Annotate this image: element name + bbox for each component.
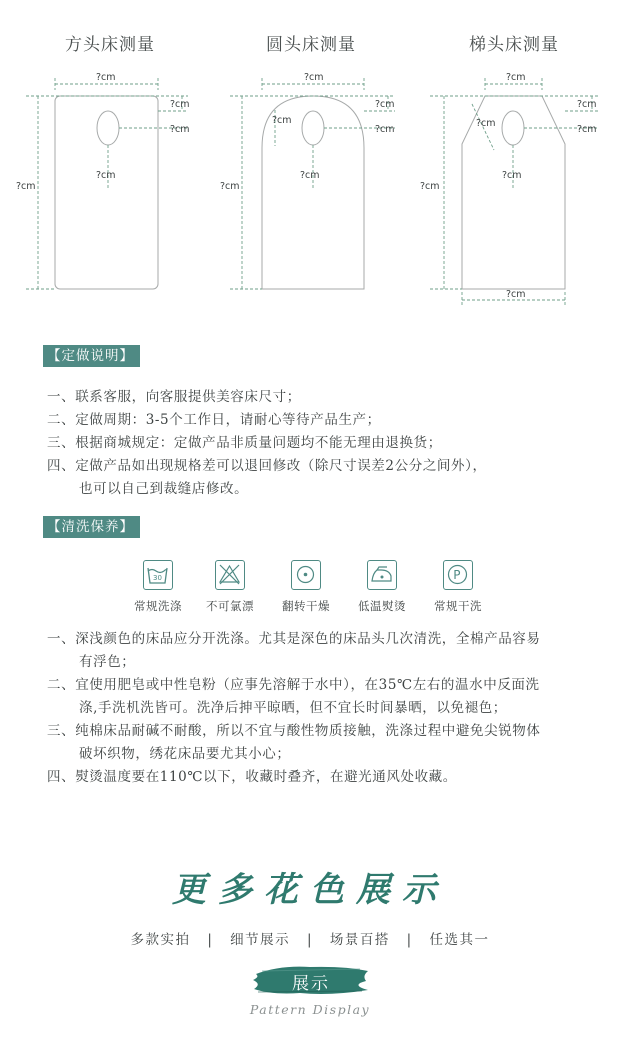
link-separator: | [406, 932, 413, 948]
round-hole-label: ?cm [300, 170, 320, 181]
trapezoid-slant-label: ?cm [476, 118, 496, 129]
care-wash-label: 常规洗涤 [134, 599, 182, 613]
pattern-display-subtitle: Pattern Display [249, 1002, 371, 1017]
round-width-label: ?cm [304, 72, 324, 83]
care-item-1-cont: 有浮色； [79, 654, 136, 670]
link-scene-match[interactable]: 场景百搭 [329, 932, 390, 948]
care-no-bleach-label: 不可氯漂 [206, 599, 254, 613]
tumble-dry-icon [291, 560, 321, 590]
no-bleach-icon [215, 560, 245, 590]
round-mid-label: ?cm [375, 124, 395, 135]
dry-clean-icon [443, 560, 473, 590]
link-pick-one[interactable]: 任选其一 [429, 932, 490, 948]
svg-text:30: 30 [153, 574, 162, 582]
care-wash [118, 560, 198, 614]
care-low-iron [342, 560, 422, 614]
trapezoid-top-label: ?cm [577, 99, 597, 110]
diagram-title-square: 方头床测量 [65, 35, 155, 55]
care-list [47, 628, 602, 789]
care-item-3-cont: 破坏织物，绣花床品要尤其小心； [79, 746, 291, 762]
square-top-label: ?cm [170, 99, 190, 110]
link-real-shots[interactable]: 多款实拍 [130, 932, 191, 948]
square-width-label: ?cm [96, 72, 116, 83]
care-dry-clean [418, 560, 498, 614]
trapezoid-mid-label: ?cm [577, 124, 597, 135]
round-top-label: ?cm [375, 99, 395, 110]
care-item-4: 四、熨烫温度要在110℃以下，收藏时叠齐，在避光通风处收藏。 [47, 769, 457, 785]
care-item-2: 二、宜使用肥皂或中性皂粉（应事先溶解于水中），在35℃左右的温水中反面洗 [47, 677, 540, 693]
more-links [0, 928, 620, 948]
diagram-round [220, 60, 405, 305]
square-mid-label: ?cm [170, 124, 190, 135]
care-no-bleach [190, 560, 270, 614]
care-low-iron-label: 低温熨烫 [358, 599, 406, 613]
diagram-square [18, 60, 198, 305]
round-height-label: ?cm [220, 181, 240, 192]
care-icons-row [118, 560, 518, 620]
square-height-label: ?cm [16, 181, 36, 192]
care-heading: 【清洗保养】 [43, 516, 140, 538]
custom-heading: 【定做说明】 [43, 345, 140, 367]
care-dry-clean-label: 常规干洗 [434, 599, 482, 613]
square-hole-label: ?cm [96, 170, 116, 181]
custom-item-3: 三、根据商城规定：定做产品非质量问题均不能无理由退换货； [47, 435, 442, 451]
trapezoid-hole-label: ?cm [502, 170, 522, 181]
low-iron-icon [367, 560, 397, 590]
svg-text:P: P [453, 568, 461, 582]
display-badge[interactable]: 展示 [292, 974, 330, 994]
care-tumble-dry [266, 560, 346, 614]
care-item-3: 三、纯棉床品耐碱不耐酸，所以不宜与酸性物质接触，洗涤过程中避免尖锐物体 [47, 723, 541, 739]
wash-30-icon [143, 560, 173, 590]
custom-item-4: 四、定做产品如出现规格差可以退回修改（除尺寸误差2公分之间外）， [47, 458, 487, 474]
custom-item-4-cont: 也可以自己到裁缝店修改。 [79, 481, 249, 497]
round-curve-label: ?cm [272, 115, 292, 126]
custom-item-1: 一、联系客服，向客服提供美容床尺寸； [47, 389, 301, 405]
diagram-title-round: 圆头床测量 [266, 35, 356, 55]
diagram-title-trapezoid: 梯头床测量 [469, 35, 559, 55]
more-title: 更多花色展示 [172, 870, 448, 910]
trapezoid-width-label: ?cm [506, 72, 526, 83]
link-separator: | [207, 932, 214, 948]
care-item-1: 一、深浅颜色的床品应分开洗涤。尤其是深色的床品头几次清洗，全棉产品容易 [47, 631, 541, 647]
diagram-trapezoid [420, 60, 610, 310]
trapezoid-bottom-label: ?cm [506, 289, 526, 300]
link-detail-display[interactable]: 细节展示 [230, 932, 291, 948]
link-separator: | [306, 932, 314, 948]
care-item-2-cont: 涤,手洗机洗皆可。洗净后抻平晾晒，但不宜长时间暴晒，以免褪色； [79, 700, 507, 716]
custom-item-2: 二、定做周期：3-5个工作日，请耐心等待产品生产； [47, 412, 381, 428]
trapezoid-height-label: ?cm [420, 181, 440, 192]
care-tumble-dry-label: 翻转干燥 [282, 599, 330, 613]
custom-list [47, 386, 602, 501]
